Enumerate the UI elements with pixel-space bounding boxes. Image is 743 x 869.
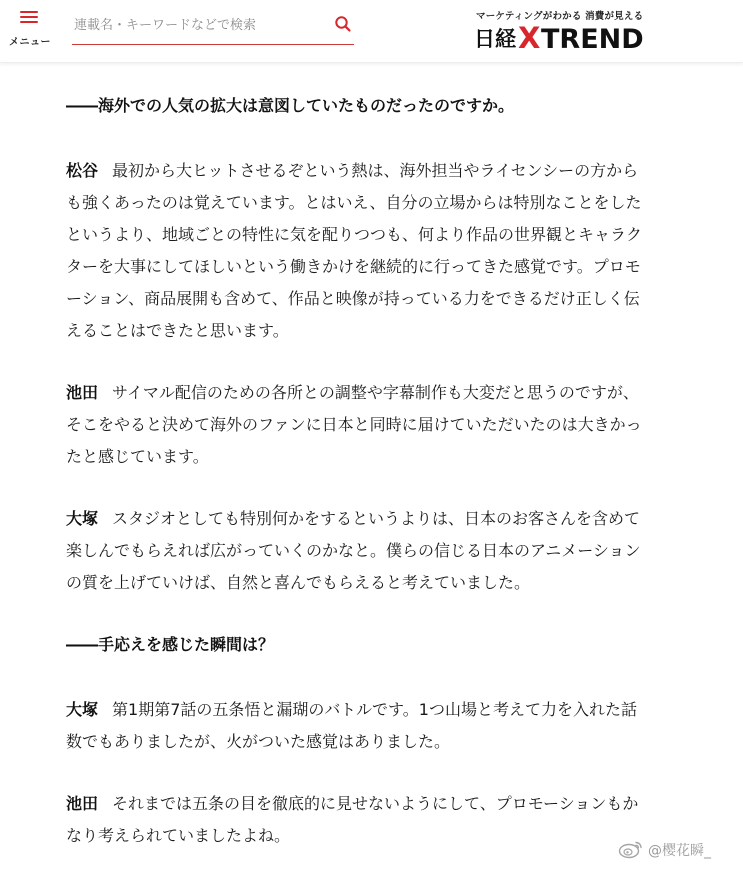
nikkei-xtrend-logo-icon	[474, 22, 659, 52]
answer-line: というより、地域ごとの特性に気を配りつつも、何より作品の世界観とキャラク	[66, 225, 643, 244]
answer-line: スタジオとしても特別何かをするというよりは、日本のお客さんを含めて	[112, 509, 641, 528]
interview-answer	[66, 694, 720, 758]
answer-line: 最初から大ヒットさせるぞという熱は、海外担当やライセンシーの方から	[112, 161, 639, 180]
search-icon[interactable]	[334, 15, 352, 33]
menu-button[interactable]	[6, 8, 54, 48]
speaker-name: 大塚	[66, 700, 99, 719]
weibo-watermark	[618, 837, 740, 861]
site-logo[interactable]	[474, 8, 659, 52]
answer-line: 楽しんでもらえれば広がっていくのかなと。僕らの信じる日本のアニメーション	[66, 541, 641, 560]
interview-question: ――手応えを感じた瞬間は？	[66, 635, 275, 654]
answer-line: ターを大事にしてほしいという働きかけを継続的に行ってきた感覚です。プロモ	[66, 257, 641, 276]
answer-line: サイマル配信のための各所との調整や字幕制作も大変だと思うのですが、	[112, 383, 639, 402]
article-body	[66, 90, 720, 852]
answer-line: の質を上げていけば、自然と喜んでもらえると考えていました。	[66, 573, 531, 592]
site-header	[0, 0, 743, 63]
search-input[interactable]	[74, 14, 324, 36]
answer-line: それまでは五条の目を徹底的に見せないようにして、プロモーションもか	[112, 794, 639, 813]
answer-line: たと感じています。	[66, 447, 209, 466]
answer-line: ーション、商品展開も含めて、作品と映像が持っている力をできるだけ正しく伝	[66, 289, 640, 308]
hamburger-menu-icon	[20, 10, 38, 24]
speaker-name: 松谷	[66, 161, 99, 180]
speaker-name: 池田	[66, 794, 99, 813]
weibo-logo-icon	[618, 839, 644, 859]
logo-x: X	[518, 22, 541, 52]
speaker-name: 池田	[66, 383, 99, 402]
logo-tagline: マーケティングがわかる 消費が見える	[476, 11, 644, 22]
answer-line: そこをやると決めて海外のファンに日本と同時に届けていただいたのは大きかっ	[66, 415, 642, 434]
answer-line: 数でもありましたが、火がついた感覚はありました。	[66, 732, 451, 751]
search-box	[72, 8, 354, 45]
menu-label: メニュー	[9, 37, 51, 48]
answer-line: 第1期第7話の五条悟と漏瑚のバトルです。1つ山場と考えて力を入れた話	[112, 700, 637, 719]
answer-line: えることはできたと思います。	[66, 321, 289, 340]
speaker-name: 大塚	[66, 509, 99, 528]
interview-answer	[66, 155, 720, 347]
answer-line: なり考えられていましたよね。	[66, 826, 291, 845]
interview-answer	[66, 377, 720, 473]
interview-answer	[66, 503, 720, 599]
watermark-text: @樱花瞬_	[648, 843, 711, 859]
interview-question: ――海外での人気の拡大は意図していたものだったのですか。	[66, 96, 515, 115]
answer-line: も強くあったのは覚えています。とはいえ、自分の立場からは特別なことをした	[66, 193, 642, 212]
logo-trend: TREND	[541, 24, 644, 52]
logo-prefix: 日経	[474, 27, 516, 51]
